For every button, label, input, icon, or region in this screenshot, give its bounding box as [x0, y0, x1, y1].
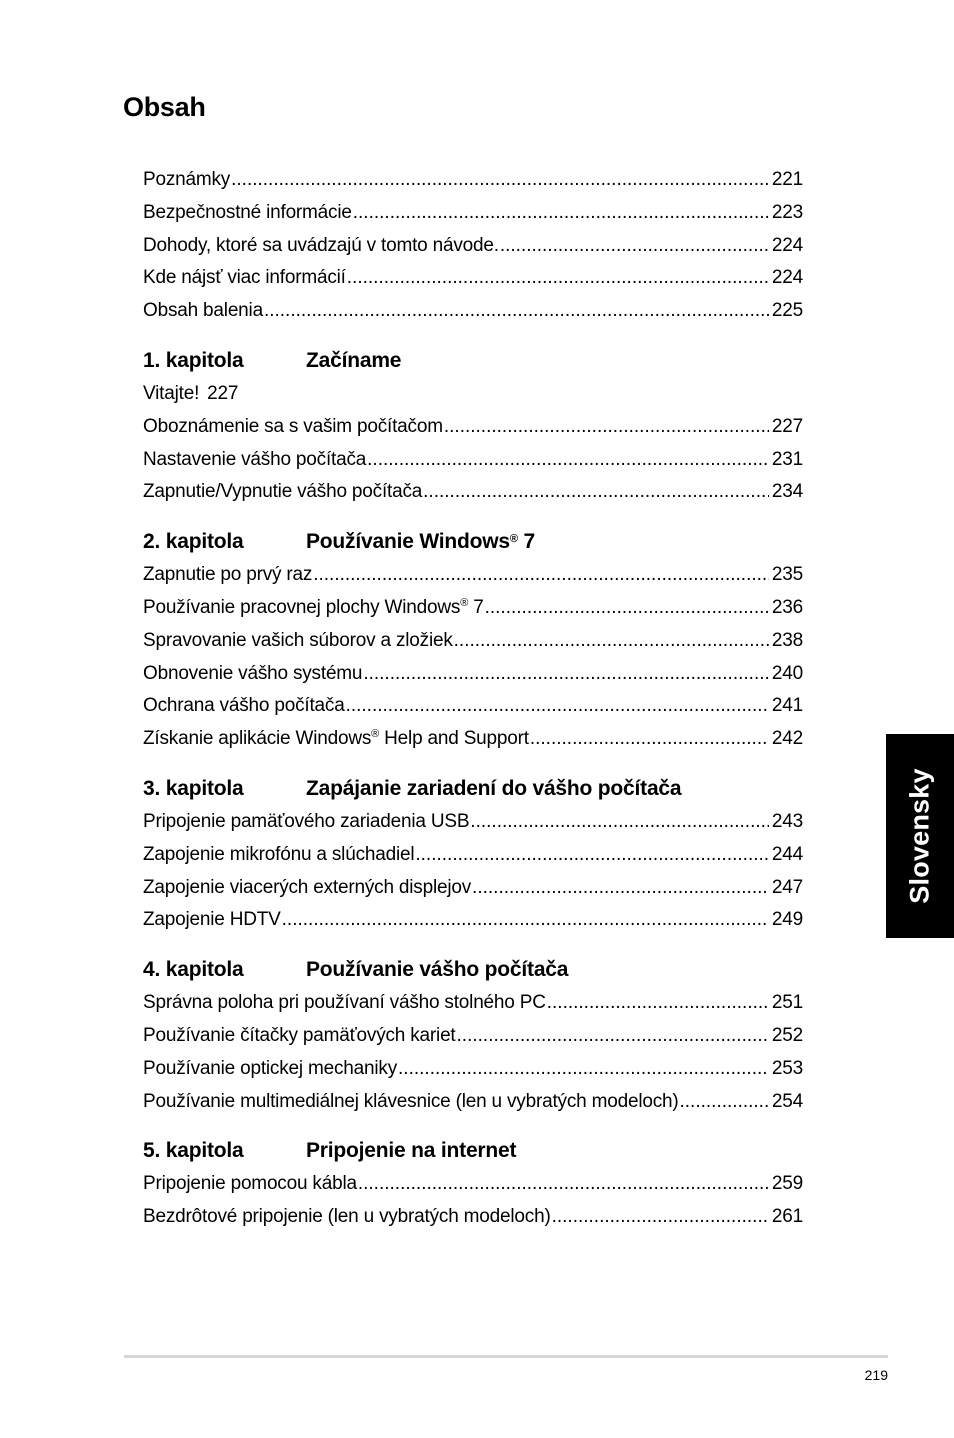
dot-leader: [470, 806, 769, 839]
toc-entry-title-text: Pripojenie pomocou kábla: [143, 1173, 357, 1195]
toc-entry-title: [143, 625, 453, 658]
chapter-title-text: Používanie Windows: [306, 530, 510, 554]
toc-entry-page: 249: [771, 909, 803, 931]
toc-entry-title: [143, 806, 469, 839]
toc-entry[interactable]: [143, 1020, 803, 1053]
toc-entry-title: [143, 1053, 397, 1086]
toc-entry-title-text: Správna poloha pri používaní vášho stolného PC: [143, 992, 546, 1014]
toc-entry[interactable]: [143, 164, 803, 197]
toc-entry-title: [143, 723, 529, 756]
toc-entry-title-text: Obsah balenia: [143, 300, 263, 322]
toc-entry-title: [143, 230, 499, 263]
toc-entry-title: [143, 872, 471, 905]
toc-entry-page: 227: [207, 382, 239, 404]
toc-entry-title: [143, 592, 484, 625]
toc-entry[interactable]: [143, 262, 803, 295]
dot-leader: [415, 839, 769, 872]
chapter-title-text: Pripojenie na internet: [306, 1139, 517, 1163]
dot-leader: [313, 559, 769, 592]
dot-leader: [363, 658, 769, 691]
toc-entry-title: [143, 839, 414, 872]
toc-entry-title-text: Bezdrôtové pripojenie (len u vybratých modeloch): [143, 1206, 551, 1228]
dot-leader: [353, 197, 769, 230]
toc-entry-page: 254: [771, 1090, 803, 1112]
dot-leader: [423, 476, 769, 509]
footer-divider: [124, 1355, 888, 1358]
toc-entry[interactable]: [143, 197, 803, 230]
toc-entry-title: [143, 1201, 551, 1234]
toc-entry-page: 221: [771, 169, 803, 190]
toc-entry-page: 241: [771, 695, 803, 717]
toc-entry-title-suffix: 7: [468, 596, 484, 618]
chapter-title: [306, 772, 681, 806]
toc-entry[interactable]: [143, 559, 803, 592]
dot-leader: [500, 230, 769, 263]
toc-entry-page: 259: [771, 1173, 803, 1195]
toc-entry-title-text: Ochrana vášho počítača: [143, 695, 345, 717]
dot-leader: [347, 262, 769, 295]
toc-entry[interactable]: [143, 1053, 803, 1086]
chapter-section: [143, 344, 803, 509]
toc-entry-title: [143, 1168, 357, 1201]
chapter-section: [143, 953, 803, 1118]
toc-entry[interactable]: [143, 1086, 803, 1119]
toc-entry[interactable]: [143, 839, 803, 872]
dot-leader: [231, 164, 769, 197]
chapters: [143, 344, 803, 1234]
chapter-title: [306, 344, 401, 378]
toc-entry-title-text: Bezpečnostné informácie: [143, 201, 352, 223]
chapter-title: [306, 953, 568, 987]
toc-entry-title-text: Získanie aplikácie Windows: [143, 728, 372, 750]
dot-leader: [680, 1086, 769, 1119]
toc-entry[interactable]: [143, 1168, 803, 1201]
toc-entry-title-text: Používanie čítačky pamäťových kariet: [143, 1024, 456, 1046]
chapter-section: [143, 772, 803, 937]
chapter-title-text: Zapájanie zariadení do vášho počítača: [306, 776, 682, 800]
toc-entry-title: [143, 690, 345, 723]
toc-entry-title: [143, 1020, 456, 1053]
toc-entry[interactable]: [143, 723, 803, 756]
toc-entry-title-text: Používanie pracovnej plochy Windows: [143, 596, 461, 618]
registered-mark: ®: [509, 533, 518, 546]
toc-entry[interactable]: [143, 658, 803, 691]
toc-entry-title: [143, 262, 346, 295]
toc-entry-title-text: Kde nájsť viac informácií: [143, 267, 346, 289]
chapter-title-text: Používanie vášho počítača: [306, 958, 569, 982]
dot-leader: [485, 592, 769, 625]
dot-leader: [454, 625, 769, 658]
dot-leader: [346, 690, 769, 723]
toc-entry-title-text: Pripojenie pamäťového zariadenia USB: [143, 810, 470, 832]
toc-entry-title-text: Zapojenie viacerých externých displejov: [143, 876, 472, 898]
toc-entry-title-text: Vitajte!: [143, 382, 200, 404]
dot-leader: [282, 904, 769, 937]
toc-entry-title-text: Spravovanie vašich súborov a zložiek: [143, 629, 453, 651]
chapter-number: 5. kapitola: [143, 1139, 244, 1163]
toc-entry[interactable]: [143, 625, 803, 658]
toc-entry-title-text: Zapojenie mikrofónu a slúchadiel: [143, 843, 415, 865]
table-of-contents: [143, 164, 803, 1234]
dot-leader: [398, 1053, 769, 1086]
toc-entry-title-text: Nastavenie vášho počítača: [143, 448, 367, 470]
language-tab-label: Slovensky: [904, 768, 935, 904]
chapter-number: 3. kapitola: [143, 776, 244, 800]
chapter-heading[interactable]: [143, 1134, 803, 1168]
toc-entry[interactable]: [143, 411, 803, 444]
toc-entry-title-text: Poznámky: [143, 169, 231, 190]
page-number: 219: [864, 1367, 888, 1383]
toc-entry[interactable]: [143, 444, 803, 477]
chapter-section: [143, 1134, 803, 1234]
toc-entry-page: 261: [771, 1206, 803, 1228]
dot-leader: [530, 723, 769, 756]
chapter-heading[interactable]: [143, 525, 803, 559]
chapter-number: 2. kapitola: [143, 530, 244, 554]
registered-mark: ®: [460, 596, 469, 609]
toc-entry-title-text: Zapojenie HDTV: [143, 909, 281, 931]
toc-entry-page: 231: [771, 448, 803, 470]
toc-entry-title: [143, 444, 366, 477]
dot-leader: [472, 872, 769, 905]
toc-entry-page: 242: [771, 728, 803, 750]
toc-entry-page: 240: [771, 662, 803, 684]
toc-entry-page: 244: [771, 843, 803, 865]
toc-entry-page: 235: [771, 564, 803, 586]
toc-entry-page: 234: [771, 481, 803, 503]
toc-entry-title: [143, 904, 281, 937]
chapter-title: [306, 1134, 516, 1168]
toc-entry-title: [143, 658, 362, 691]
chapter-title: [306, 525, 535, 559]
toc-entry-page: 223: [771, 201, 803, 223]
toc-entry[interactable]: [143, 476, 803, 509]
dot-leader: [444, 411, 769, 444]
toc-entry-page: 253: [771, 1057, 803, 1079]
page-title: Obsah: [123, 92, 206, 122]
toc-entry-page: 225: [771, 300, 803, 322]
toc-entry-title: [143, 295, 263, 328]
toc-entry-title-text: Obnovenie vášho systému: [143, 662, 363, 684]
toc-entry[interactable]: [143, 806, 803, 839]
toc-entry-page: 252: [771, 1024, 803, 1046]
chapter-title-text: Začíname: [306, 348, 402, 372]
toc-entry-page: 236: [771, 596, 803, 618]
toc-entry-page: 247: [771, 876, 803, 898]
dot-leader: [358, 1168, 769, 1201]
toc-entry-title-suffix: Help and Support: [379, 728, 529, 750]
chapter-heading[interactable]: [143, 953, 803, 987]
toc-entry-title-text: Dohody, ktoré sa uvádzajú v tomto návode.: [143, 234, 499, 256]
toc-entry-title: [143, 411, 443, 444]
chapter-heading[interactable]: [143, 344, 803, 378]
dot-leader: [547, 987, 769, 1020]
toc-entry[interactable]: [143, 295, 803, 328]
dot-leader: [264, 295, 769, 328]
toc-entry-title: [143, 987, 546, 1020]
toc-entry-title-text: Používanie multimediálnej klávesnice (len u vybratých modeloch): [143, 1090, 679, 1112]
toc-entry[interactable]: [143, 904, 803, 937]
chapter-section: [143, 525, 803, 756]
toc-entry-title: [143, 378, 199, 411]
chapter-number: 1. kapitola: [143, 348, 244, 372]
toc-entry[interactable]: [143, 592, 803, 625]
toc-entry-page: 224: [771, 267, 803, 289]
dot-leader: [457, 1020, 769, 1053]
toc-entry-title: [143, 164, 230, 197]
toc-entry-title-text: Používanie optickej mechaniky: [143, 1057, 398, 1079]
chapter-number: 4. kapitola: [143, 958, 244, 982]
toc-entry[interactable]: [143, 690, 803, 723]
toc-entry-page: 227: [771, 415, 803, 437]
toc-entry[interactable]: [143, 987, 803, 1020]
dot-leader: [367, 444, 769, 477]
toc-entry-title-text: Zapnutie/Vypnutie vášho počítača: [143, 481, 423, 503]
registered-mark: ®: [371, 728, 380, 741]
chapter-title-suffix: 7: [517, 530, 535, 554]
toc-entry-title: [143, 476, 422, 509]
toc-entry-page: 243: [771, 810, 803, 832]
dot-leader: [552, 1201, 769, 1234]
language-tab: [886, 734, 954, 938]
toc-entry-page: 224: [771, 234, 803, 256]
toc-entry-title-text: Zapnutie po prvý raz: [143, 564, 313, 586]
toc-entry[interactable]: [143, 230, 803, 263]
toc-entry-title-text: Oboznámenie sa s vašim počítačom: [143, 415, 443, 437]
toc-entry[interactable]: [143, 378, 803, 411]
chapter-heading[interactable]: [143, 772, 803, 806]
toc-entry-page: 251: [771, 992, 803, 1014]
toc-entry-page: 238: [771, 629, 803, 651]
toc-entry-title: [143, 1086, 679, 1119]
toc-entry[interactable]: [143, 872, 803, 905]
toc-entry-title: [143, 559, 312, 592]
intro-entries: [143, 164, 803, 328]
toc-entry[interactable]: [143, 1201, 803, 1234]
toc-entry-title: [143, 197, 352, 230]
